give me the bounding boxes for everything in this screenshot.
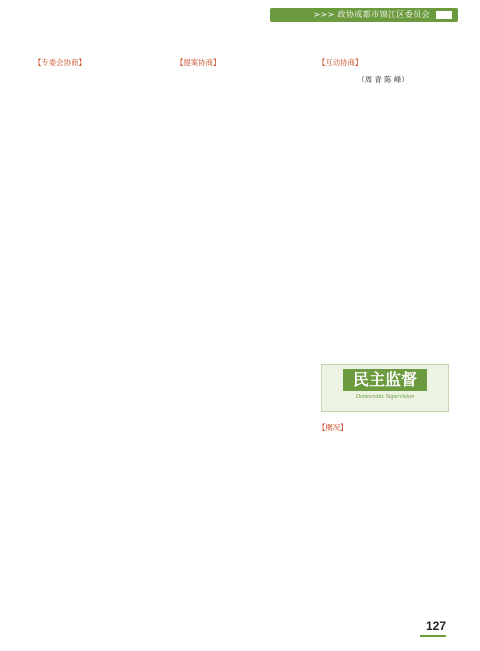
- section-title: 民主监督: [343, 369, 427, 391]
- author-byline: （周 青 陈 峰）: [357, 75, 409, 84]
- section-tag-interactive: 【互动协商】: [318, 58, 363, 67]
- page-number-rule: [420, 635, 446, 637]
- col3-paragraph-3: [318, 420, 448, 435]
- running-header: >>> 政协成都市锦江区委员会: [313, 10, 430, 19]
- section-tag-proposal: 【提案协商】: [176, 58, 221, 67]
- section-heading-box: [321, 364, 449, 412]
- header-band: [270, 8, 458, 22]
- col2-paragraph-2: [176, 55, 306, 70]
- col3-paragraph-2: [318, 55, 448, 70]
- col1-paragraph-2: [34, 55, 164, 70]
- col3-paragraph-1: [318, 38, 448, 53]
- col2-paragraph-1: [176, 38, 306, 53]
- book-icon: [436, 11, 452, 19]
- section-tag-committee: 【专委会协商】: [34, 58, 86, 67]
- column-1: [34, 38, 164, 603]
- col1-paragraph-1: [34, 38, 164, 53]
- column-3-lower: [318, 420, 448, 603]
- section-tag-overview: 【概况】: [318, 423, 348, 432]
- column-2: [176, 38, 306, 603]
- page-number: 127: [425, 619, 446, 633]
- section-subtitle: Democratic Supervision: [355, 394, 415, 400]
